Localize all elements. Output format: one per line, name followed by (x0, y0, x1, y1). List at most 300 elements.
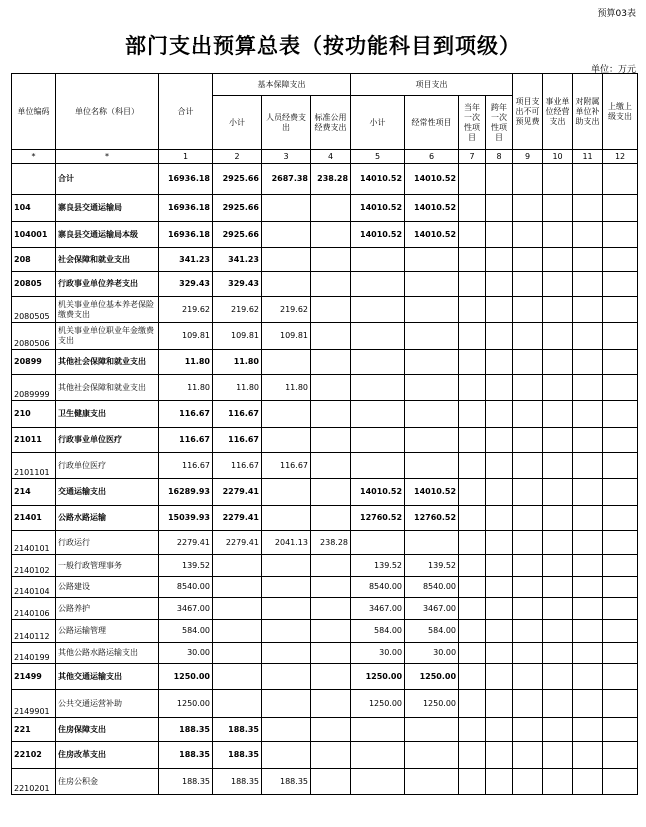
amount-cell (513, 479, 543, 506)
amount-cell (543, 643, 573, 664)
subject-code: 2210201 (12, 769, 56, 795)
amount-cell: 1250.00 (351, 664, 405, 690)
amount-cell (513, 690, 543, 718)
amount-cell (311, 742, 351, 769)
amount-cell (311, 479, 351, 506)
subject-name: 公路水路运输 (56, 506, 159, 531)
amount-cell (603, 350, 638, 375)
amount-cell (513, 718, 543, 742)
amount-cell: 14010.52 (351, 195, 405, 222)
amount-cell (513, 742, 543, 769)
column-index-cell: 1 (159, 150, 213, 164)
column-index-cell: 10 (543, 150, 573, 164)
amount-cell (573, 531, 603, 555)
amount-cell: 3467.00 (405, 598, 459, 620)
amount-cell (603, 620, 638, 643)
amount-cell (513, 453, 543, 479)
amount-cell (603, 297, 638, 323)
amount-cell (573, 248, 603, 272)
column-index-cell: 11 (573, 150, 603, 164)
amount-cell (486, 248, 513, 272)
amount-cell: 1250.00 (351, 690, 405, 718)
amount-cell (311, 350, 351, 375)
amount-cell (603, 531, 638, 555)
amount-cell (573, 742, 603, 769)
amount-cell (486, 690, 513, 718)
amount-cell: 14010.52 (351, 479, 405, 506)
amount-cell (486, 195, 513, 222)
subject-code: 21011 (12, 428, 56, 453)
amount-cell: 12760.52 (405, 506, 459, 531)
amount-cell (543, 350, 573, 375)
amount-cell (513, 195, 543, 222)
amount-cell: 238.28 (311, 164, 351, 195)
amount-cell (311, 643, 351, 664)
amount-cell (351, 769, 405, 795)
subject-name: 一般行政管理事务 (56, 555, 159, 577)
amount-cell (543, 718, 573, 742)
amount-cell: 11.80 (159, 375, 213, 401)
amount-cell (513, 222, 543, 248)
header-one-time: 当年一次性项目 (459, 96, 486, 150)
amount-cell (603, 598, 638, 620)
amount-cell (262, 742, 311, 769)
amount-cell (486, 164, 513, 195)
amount-cell (543, 272, 573, 297)
amount-cell (573, 555, 603, 577)
amount-cell (351, 297, 405, 323)
amount-cell (603, 164, 638, 195)
amount-cell (262, 620, 311, 643)
amount-cell (351, 375, 405, 401)
amount-cell: 16936.18 (159, 195, 213, 222)
amount-cell (573, 479, 603, 506)
amount-cell (405, 531, 459, 555)
amount-cell (513, 769, 543, 795)
amount-cell (513, 375, 543, 401)
amount-cell (513, 350, 543, 375)
subject-name: 社会保障和就业支出 (56, 248, 159, 272)
amount-cell (351, 323, 405, 350)
amount-cell (459, 718, 486, 742)
amount-cell (543, 531, 573, 555)
amount-cell: 139.52 (405, 555, 459, 577)
table-row (12, 690, 638, 718)
table-row (12, 620, 638, 643)
amount-cell (405, 401, 459, 428)
amount-cell: 116.67 (213, 401, 262, 428)
header-public: 标准公用经费支出 (311, 96, 351, 150)
amount-cell (543, 323, 573, 350)
subject-name: 住房保障支出 (56, 718, 159, 742)
amount-cell (351, 531, 405, 555)
amount-cell (543, 742, 573, 769)
amount-cell (459, 598, 486, 620)
amount-cell (573, 297, 603, 323)
amount-cell (513, 577, 543, 598)
amount-cell (573, 401, 603, 428)
amount-cell (405, 350, 459, 375)
subject-name: 寨良县交通运输局本级 (56, 222, 159, 248)
table-body (12, 164, 638, 795)
amount-cell (311, 272, 351, 297)
amount-cell (311, 598, 351, 620)
amount-cell: 1250.00 (159, 690, 213, 718)
amount-cell (543, 598, 573, 620)
subject-code: 22102 (12, 742, 56, 769)
amount-cell: 11.80 (159, 350, 213, 375)
amount-cell (459, 297, 486, 323)
table-row (12, 222, 638, 248)
amount-cell: 2925.66 (213, 164, 262, 195)
amount-cell (603, 718, 638, 742)
amount-cell: 116.67 (159, 401, 213, 428)
amount-cell (543, 769, 573, 795)
subject-name: 住房改革支出 (56, 742, 159, 769)
subject-name: 公路建设 (56, 577, 159, 598)
amount-cell: 219.62 (159, 297, 213, 323)
amount-cell (543, 248, 573, 272)
amount-cell: 1250.00 (159, 664, 213, 690)
amount-cell (351, 742, 405, 769)
form-number: 预算03表 (597, 9, 636, 19)
amount-cell (459, 164, 486, 195)
subject-code: 20899 (12, 350, 56, 375)
subject-name: 其他公路水路运输支出 (56, 643, 159, 664)
amount-cell: 116.67 (262, 453, 311, 479)
amount-cell: 3467.00 (351, 598, 405, 620)
header-basic: 基本保障支出 (213, 74, 351, 96)
header-unforeseen: 项目支出不可预见费 (513, 74, 543, 150)
subject-code: 2140102 (12, 555, 56, 577)
amount-cell (213, 690, 262, 718)
amount-cell: 8540.00 (405, 577, 459, 598)
header-unit-code: 单位编码 (12, 74, 56, 150)
subject-name: 其他社会保障和就业支出 (56, 375, 159, 401)
unit-label: 单位：万元 (590, 65, 636, 75)
table-row (12, 506, 638, 531)
amount-cell (486, 401, 513, 428)
amount-cell (513, 164, 543, 195)
amount-cell (603, 222, 638, 248)
amount-cell (603, 453, 638, 479)
amount-cell (513, 428, 543, 453)
amount-cell: 188.35 (159, 718, 213, 742)
subject-code: 20805 (12, 272, 56, 297)
table-row (12, 195, 638, 222)
amount-cell: 14010.52 (351, 164, 405, 195)
amount-cell: 238.28 (311, 531, 351, 555)
amount-cell (573, 323, 603, 350)
header-total: 合计 (159, 74, 213, 150)
amount-cell (262, 664, 311, 690)
amount-cell (262, 428, 311, 453)
amount-cell (311, 297, 351, 323)
amount-cell (351, 272, 405, 297)
subject-code: 21401 (12, 506, 56, 531)
amount-cell (311, 577, 351, 598)
table-row (12, 531, 638, 555)
amount-cell (543, 222, 573, 248)
amount-cell (351, 350, 405, 375)
amount-cell: 188.35 (159, 742, 213, 769)
amount-cell: 584.00 (351, 620, 405, 643)
column-index-row (12, 150, 638, 164)
amount-cell (486, 769, 513, 795)
amount-cell (603, 428, 638, 453)
subject-name: 行政运行 (56, 531, 159, 555)
amount-cell (486, 272, 513, 297)
amount-cell (262, 690, 311, 718)
amount-cell: 584.00 (405, 620, 459, 643)
amount-cell (459, 195, 486, 222)
amount-cell (262, 643, 311, 664)
subject-name: 住房公积金 (56, 769, 159, 795)
amount-cell (351, 248, 405, 272)
amount-cell: 2279.41 (213, 506, 262, 531)
subject-name: 卫生健康支出 (56, 401, 159, 428)
amount-cell: 16936.18 (159, 164, 213, 195)
subject-name: 行政事业单位养老支出 (56, 272, 159, 297)
amount-cell (543, 577, 573, 598)
amount-cell: 16289.93 (159, 479, 213, 506)
column-index-cell: 6 (405, 150, 459, 164)
amount-cell (459, 428, 486, 453)
amount-cell (543, 506, 573, 531)
amount-cell (405, 323, 459, 350)
table-row (12, 297, 638, 323)
subject-code: 2140106 (12, 598, 56, 620)
subject-code (12, 164, 56, 195)
amount-cell: 11.80 (213, 375, 262, 401)
amount-cell: 219.62 (213, 297, 262, 323)
amount-cell (311, 453, 351, 479)
table-row (12, 664, 638, 690)
table-row (12, 479, 638, 506)
column-index-cell: 5 (351, 150, 405, 164)
amount-cell (573, 195, 603, 222)
amount-cell (513, 506, 543, 531)
amount-cell (543, 453, 573, 479)
amount-cell (513, 401, 543, 428)
table-row (12, 769, 638, 795)
amount-cell: 2041.13 (262, 531, 311, 555)
amount-cell (405, 272, 459, 297)
table-row (12, 272, 638, 297)
amount-cell (573, 690, 603, 718)
subject-code: 2089999 (12, 375, 56, 401)
amount-cell (573, 598, 603, 620)
amount-cell (513, 531, 543, 555)
subject-code: 104 (12, 195, 56, 222)
amount-cell (262, 506, 311, 531)
amount-cell (486, 323, 513, 350)
amount-cell (513, 248, 543, 272)
amount-cell: 14010.52 (405, 164, 459, 195)
amount-cell (486, 506, 513, 531)
subject-code: 2080506 (12, 323, 56, 350)
subject-code: 21499 (12, 664, 56, 690)
amount-cell (459, 577, 486, 598)
table-row (12, 453, 638, 479)
header-recurring: 经常性项目 (405, 96, 459, 150)
amount-cell (262, 272, 311, 297)
header-project: 项目支出 (351, 74, 513, 96)
amount-cell (405, 718, 459, 742)
amount-cell (311, 690, 351, 718)
amount-cell (213, 598, 262, 620)
amount-cell: 16936.18 (159, 222, 213, 248)
amount-cell (486, 664, 513, 690)
amount-cell (486, 428, 513, 453)
amount-cell: 341.23 (159, 248, 213, 272)
amount-cell (486, 718, 513, 742)
column-index-cell: * (56, 150, 159, 164)
amount-cell (573, 222, 603, 248)
column-index-cell: 2 (213, 150, 262, 164)
amount-cell: 116.67 (159, 428, 213, 453)
amount-cell (311, 620, 351, 643)
amount-cell (603, 742, 638, 769)
amount-cell (351, 453, 405, 479)
subject-name: 公路养护 (56, 598, 159, 620)
amount-cell (603, 375, 638, 401)
amount-cell: 14010.52 (405, 222, 459, 248)
amount-cell: 14010.52 (405, 195, 459, 222)
amount-cell: 109.81 (213, 323, 262, 350)
amount-cell (603, 643, 638, 664)
amount-cell (459, 272, 486, 297)
table-row (12, 643, 638, 664)
amount-cell (459, 643, 486, 664)
amount-cell: 116.67 (213, 428, 262, 453)
amount-cell (543, 297, 573, 323)
subject-name: 其他交通运输支出 (56, 664, 159, 690)
amount-cell (603, 664, 638, 690)
amount-cell (573, 350, 603, 375)
amount-cell (603, 272, 638, 297)
amount-cell (513, 643, 543, 664)
amount-cell (486, 577, 513, 598)
amount-cell: 109.81 (159, 323, 213, 350)
amount-cell (573, 428, 603, 453)
subject-code: 208 (12, 248, 56, 272)
amount-cell: 14010.52 (351, 222, 405, 248)
subject-name: 其他社会保障和就业支出 (56, 350, 159, 375)
amount-cell (459, 742, 486, 769)
amount-cell: 8540.00 (159, 577, 213, 598)
subject-code: 2140101 (12, 531, 56, 555)
amount-cell (486, 453, 513, 479)
subject-name: 交通运输支出 (56, 479, 159, 506)
amount-cell: 584.00 (159, 620, 213, 643)
amount-cell (213, 620, 262, 643)
amount-cell (543, 690, 573, 718)
amount-cell (459, 479, 486, 506)
amount-cell: 11.80 (213, 350, 262, 375)
amount-cell (459, 248, 486, 272)
table-row (12, 598, 638, 620)
amount-cell (486, 643, 513, 664)
amount-cell: 2279.41 (213, 479, 262, 506)
amount-cell (405, 769, 459, 795)
amount-cell (513, 297, 543, 323)
header-basic-subtotal: 小计 (213, 96, 262, 150)
amount-cell (513, 323, 543, 350)
amount-cell (459, 555, 486, 577)
amount-cell (543, 428, 573, 453)
amount-cell (486, 742, 513, 769)
amount-cell: 139.52 (351, 555, 405, 577)
header-remit: 上缴上级支出 (603, 74, 638, 150)
amount-cell (603, 577, 638, 598)
amount-cell (405, 742, 459, 769)
subject-code: 221 (12, 718, 56, 742)
amount-cell (459, 664, 486, 690)
amount-cell (603, 323, 638, 350)
amount-cell (405, 453, 459, 479)
amount-cell (486, 297, 513, 323)
amount-cell (486, 222, 513, 248)
table-row (12, 323, 638, 350)
amount-cell: 11.80 (262, 375, 311, 401)
amount-cell (603, 769, 638, 795)
amount-cell: 1250.00 (405, 690, 459, 718)
amount-cell (311, 506, 351, 531)
amount-cell (573, 769, 603, 795)
subject-name: 公路运输管理 (56, 620, 159, 643)
amount-cell (573, 453, 603, 479)
amount-cell (459, 620, 486, 643)
amount-cell (513, 555, 543, 577)
amount-cell (573, 664, 603, 690)
subject-code: 214 (12, 479, 56, 506)
amount-cell (573, 506, 603, 531)
amount-cell (351, 718, 405, 742)
amount-cell: 219.62 (262, 297, 311, 323)
table-row (12, 428, 638, 453)
amount-cell (543, 479, 573, 506)
amount-cell (459, 323, 486, 350)
amount-cell (213, 577, 262, 598)
subject-name: 行政事业单位医疗 (56, 428, 159, 453)
subject-name: 公共交通运营补助 (56, 690, 159, 718)
amount-cell (311, 428, 351, 453)
amount-cell (262, 350, 311, 375)
amount-cell (405, 375, 459, 401)
amount-cell (486, 555, 513, 577)
amount-cell: 329.43 (159, 272, 213, 297)
amount-cell (459, 690, 486, 718)
subject-name: 寨良县交通运输局 (56, 195, 159, 222)
amount-cell (459, 350, 486, 375)
column-index-cell: * (12, 150, 56, 164)
amount-cell: 2925.66 (213, 195, 262, 222)
amount-cell (573, 620, 603, 643)
amount-cell (311, 323, 351, 350)
subject-code: 2140199 (12, 643, 56, 664)
amount-cell: 116.67 (159, 453, 213, 479)
amount-cell: 1250.00 (405, 664, 459, 690)
amount-cell (459, 769, 486, 795)
amount-cell (311, 401, 351, 428)
header-operating: 事业单位经营支出 (543, 74, 573, 150)
column-index-cell: 3 (262, 150, 311, 164)
amount-cell (311, 195, 351, 222)
amount-cell (486, 375, 513, 401)
column-index-cell: 4 (311, 150, 351, 164)
amount-cell (311, 555, 351, 577)
